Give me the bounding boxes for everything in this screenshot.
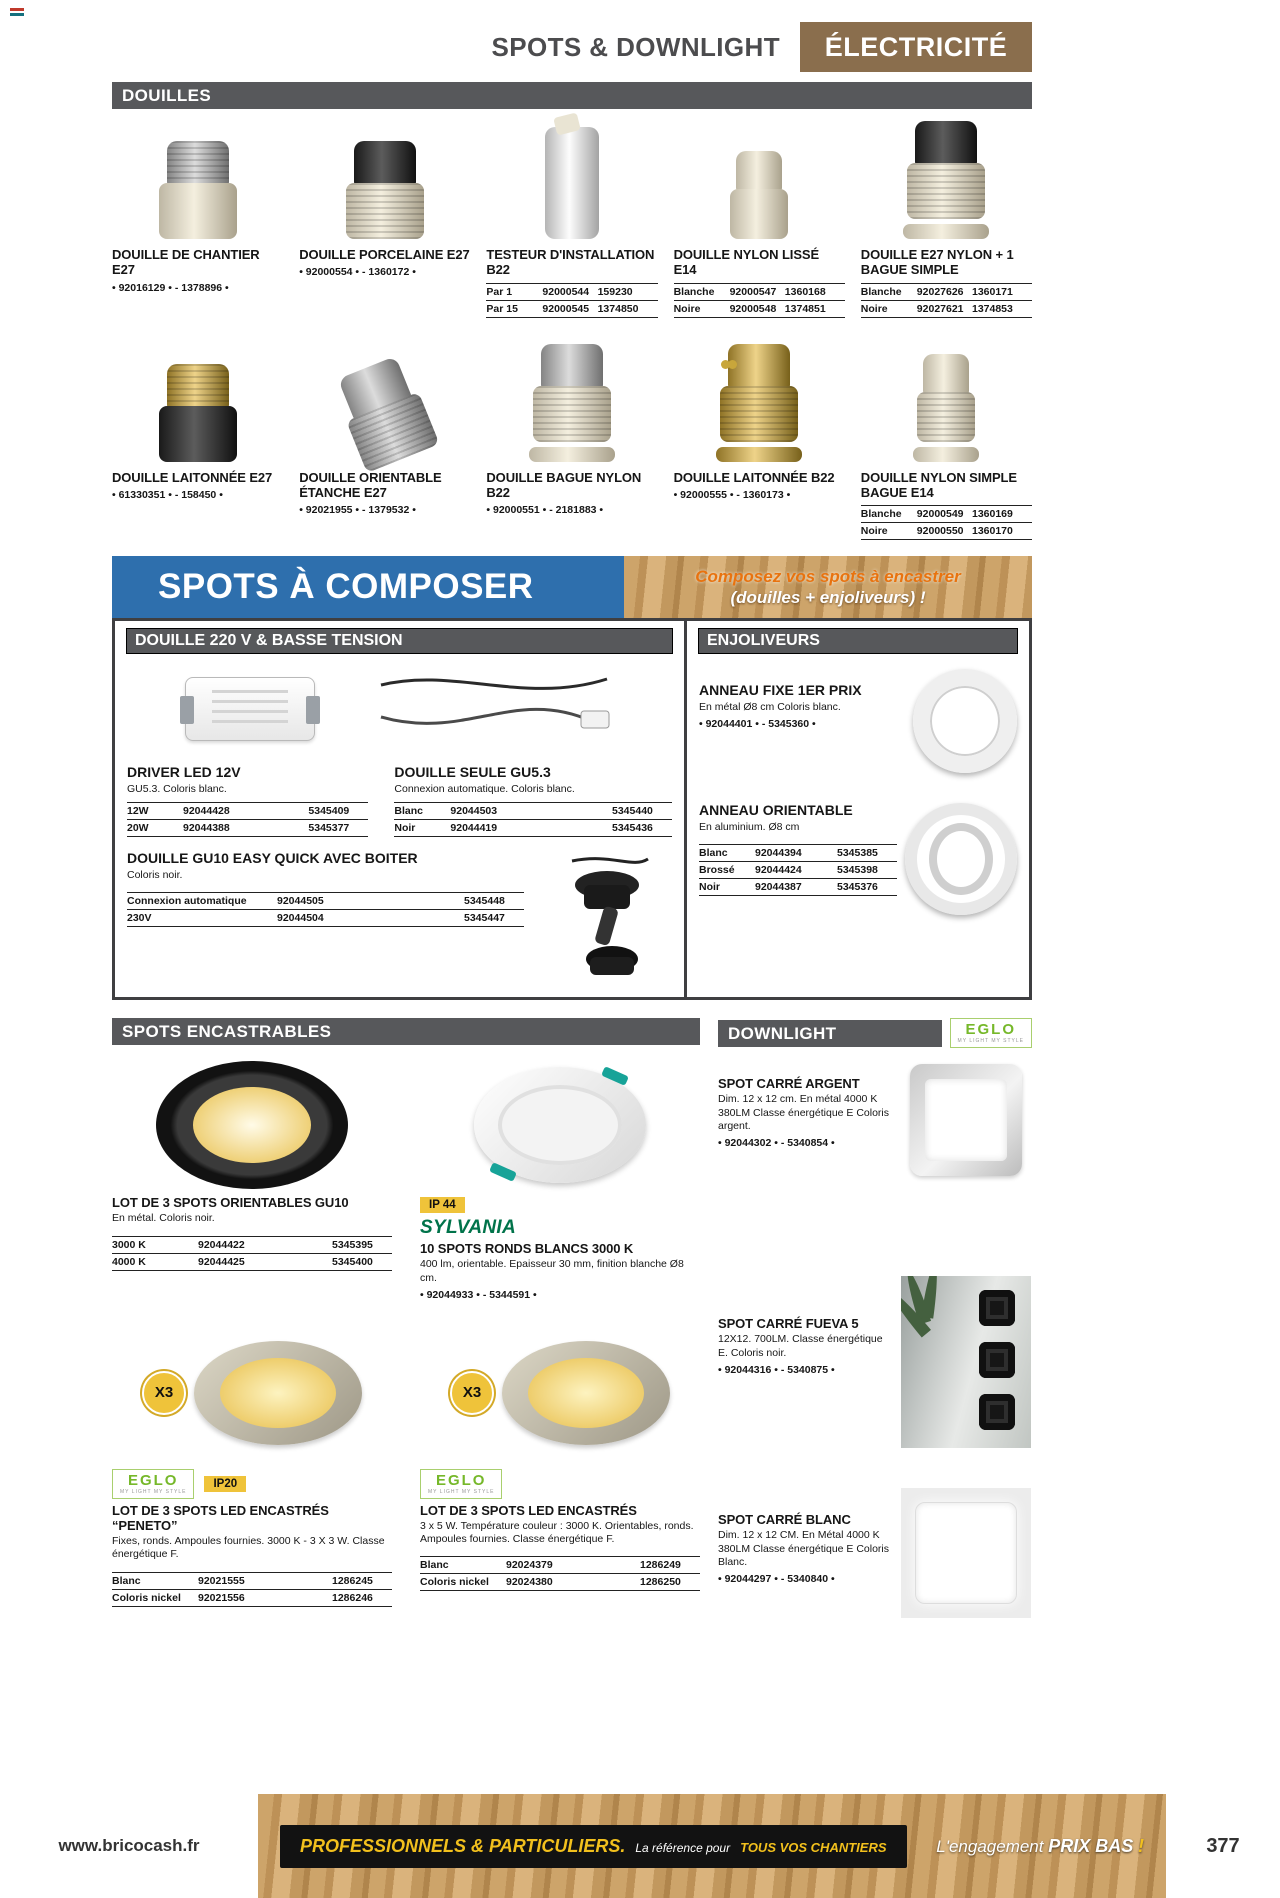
article-code: 92044504 (277, 911, 324, 924)
product-image-douille-e27-bague (861, 113, 1032, 247)
table-row (127, 892, 524, 909)
product-desc: Dim. 12 x 12 CM. En Métal 4000 K 380LM Classe énergétique E Coloris Blanc. (718, 1529, 890, 1568)
product-table (486, 283, 657, 318)
footer-engagement (936, 1836, 1144, 1857)
section-spots-encastrables (112, 1018, 1032, 1684)
product-name: SPOT CARRÉ BLANC (718, 1512, 851, 1528)
ref-code: 1374851 (784, 302, 826, 315)
eglo-logo-sub: MY LIGHT MY STYLE (120, 1488, 187, 1495)
product-desc: 400 lm, orientable. Epaisseur 30 mm, finition blanche Ø8 cm. (420, 1258, 684, 1284)
article-code: 92024379 (506, 1559, 553, 1572)
encastrables-column (112, 1018, 700, 1684)
product-block-anneau-orientable (699, 803, 897, 915)
product-card (112, 1323, 392, 1607)
product-ref: • 61330351 • - 158450 • (112, 488, 223, 501)
subsection-title-enjoliveurs: ENJOLIVEURS (699, 629, 1017, 653)
table-row (127, 909, 524, 926)
eglo-logo-text: EGLO (127, 1471, 179, 1489)
article-code: 92044422 (198, 1238, 245, 1251)
x3-badge: X3 (142, 1371, 186, 1415)
product-name: DOUILLE LAITONNÉE B22 (673, 469, 835, 485)
product-image-douille-laitonnee-e27 (112, 336, 283, 470)
product-name: DOUILLE NYLON SIMPLE BAGUE E14 (860, 469, 1017, 500)
product-image-douille-nylon-simple-bague (861, 336, 1032, 470)
article-code: 92000547 (729, 285, 777, 298)
article-code: 92000545 (542, 302, 590, 315)
article-code: 92044388 (183, 822, 230, 835)
variant-label: Noir (394, 822, 416, 835)
article-code: 92027621 (916, 302, 964, 315)
category-banner: ÉLECTRICITÉ (800, 22, 1032, 72)
ref-code: 1360168 (784, 285, 826, 298)
product-table (420, 1556, 700, 1591)
variant-label: Coloris nickel (112, 1591, 181, 1604)
article-code: 92044424 (755, 864, 802, 877)
table-row (674, 300, 845, 317)
eglo-logo (950, 1018, 1032, 1048)
variant-label: Par 1 (486, 285, 513, 298)
composer-right-column (687, 621, 1029, 997)
table-row (699, 878, 897, 895)
sylvania-logo: SYLVANIA (420, 1217, 517, 1239)
variant-label: Par 15 (486, 302, 518, 315)
ref-code: 1360171 (971, 285, 1013, 298)
product-ref: • 92021955 • - 1379532 • (299, 504, 416, 517)
product-desc: GU5.3. Coloris blanc. (127, 782, 227, 795)
composer-banner (112, 556, 1032, 618)
product-ref: • 92044316 • - 5340875 • (718, 1363, 835, 1376)
table-row (861, 522, 1032, 539)
downlight-column (718, 1018, 1032, 1684)
article-code: 92044425 (198, 1255, 245, 1268)
product-card (299, 113, 470, 318)
product-name: DOUILLE DE CHANTIER E27 (112, 247, 260, 278)
footer-tagline-bar (280, 1825, 907, 1868)
product-name: SPOT CARRÉ FUEVA 5 (718, 1316, 859, 1332)
product-ref: • 92016129 • - 1378896 • (112, 281, 229, 294)
product-image-spots-led-encastres (420, 1323, 700, 1463)
article-code: 92044387 (755, 881, 802, 894)
product-ref: • 92044297 • - 5340840 • (718, 1572, 835, 1585)
product-image-spot-carre-blanc (900, 1488, 1032, 1684)
product-name: LOT DE 3 SPOTS LED ENCASTRÉS “PENETO” (112, 1502, 329, 1534)
product-image-spot-carre-fueva (900, 1276, 1032, 1472)
page-title: SPOTS & DOWNLIGHT (491, 31, 780, 62)
section-douilles (112, 82, 1032, 540)
product-name: DOUILLE LAITONNÉE E27 (112, 469, 273, 485)
ref-code: 5345385 (837, 847, 878, 860)
douilles-row-2 (112, 336, 1032, 541)
product-ref: • 92000551 • - 2181883 • (486, 504, 604, 517)
ip20-badge: IP20 (204, 1476, 246, 1492)
product-image-douille-nylon-lisse (674, 113, 845, 247)
product-block-anneau-fixe (699, 669, 905, 773)
product-image-anneau-fixe (913, 669, 1017, 773)
ref-code: 1360169 (971, 508, 1013, 521)
product-desc: En aluminium. Ø8 cm (699, 820, 800, 833)
product-name: 10 SPOTS RONDS BLANCS 3000 K (420, 1241, 634, 1257)
engagement-prix-bas: PRIX BAS (1048, 1835, 1134, 1856)
product-card (718, 1064, 1032, 1260)
composer-body (112, 618, 1032, 1000)
ref-code: 1374850 (597, 302, 639, 315)
product-image-spots-gu10-noir (112, 1055, 392, 1195)
variant-label: 20W (127, 822, 149, 835)
product-desc: 12X12. 700LM. Classe énergétique E. Coloris noir. (718, 1333, 883, 1359)
table-row (486, 300, 657, 317)
product-card (861, 336, 1032, 541)
douilles-row-1 (112, 113, 1032, 318)
table-row (674, 283, 845, 300)
ref-code: 5345395 (332, 1238, 373, 1251)
engagement-exclamation: ! (1138, 1835, 1144, 1856)
product-card (486, 113, 657, 318)
table-row (394, 802, 672, 819)
eglo-logo-sub: MY LIGHT MY STYLE (428, 1488, 495, 1495)
variant-label: Connexion automatique (127, 894, 247, 907)
product-ref: • 92000554 • - 1360172 • (299, 266, 416, 279)
article-code: 92000549 (916, 508, 964, 521)
variant-label: Coloris nickel (420, 1576, 489, 1589)
product-table (127, 892, 524, 927)
article-code: 92044505 (277, 894, 324, 907)
variant-label: Blanc (394, 805, 423, 818)
article-code: 92000544 (542, 285, 590, 298)
product-table (112, 1572, 392, 1607)
product-ref: • 92044933 • - 5344591 • (420, 1288, 537, 1301)
corner-marker-icon (10, 8, 24, 18)
table-row (112, 1253, 392, 1270)
ref-code: 5345400 (332, 1255, 373, 1268)
table-row (420, 1573, 700, 1590)
table-row (112, 1236, 392, 1253)
product-table (394, 802, 672, 837)
product-image-douille-laitonnee-b22 (674, 336, 845, 470)
product-desc: Coloris noir. (127, 868, 183, 881)
product-card (674, 113, 845, 318)
variant-label: 230V (127, 911, 152, 924)
product-name: DOUILLE BAGUE NYLON B22 (486, 469, 642, 500)
product-ref: • 92044302 • - 5340854 • (718, 1136, 835, 1149)
eglo-logo (112, 1469, 194, 1499)
eglo-logo-sub: MY LIGHT MY STYLE (957, 1038, 1024, 1045)
product-desc: Dim. 12 x 12 cm. En métal 4000 K 380LM Classe énergétique E Coloris argent. (718, 1093, 890, 1132)
table-row (861, 505, 1032, 522)
product-table (112, 1236, 392, 1271)
article-code: 92021555 (198, 1574, 245, 1587)
tagline-professionnels: PROFESSIONNELS & PARTICULIERS. (300, 1835, 626, 1856)
ref-code: 159230 (597, 285, 633, 298)
ref-code: 5345376 (837, 881, 878, 894)
product-name: DOUILLE PORCELAINE E27 (299, 247, 470, 262)
ref-code: 1360170 (971, 525, 1013, 538)
article-code: 92044428 (183, 805, 230, 818)
product-image-douille-gu10 (552, 851, 662, 983)
variant-label: 12W (127, 805, 149, 818)
product-name: TESTEUR D'INSTALLATION B22 (486, 247, 655, 278)
table-row (486, 283, 657, 300)
product-table (127, 802, 368, 837)
composer-banner-note (624, 556, 1032, 618)
product-image-driver-led (185, 677, 315, 741)
table-row (127, 819, 368, 836)
product-desc: Connexion automatique. Coloris blanc. (394, 782, 575, 795)
product-card (861, 113, 1032, 318)
banner-note-line1: Composez vos spots à encastrer (695, 567, 961, 587)
product-table (674, 283, 845, 318)
product-block-douille-gu10 (127, 851, 524, 983)
page-number: 377 (1166, 1794, 1280, 1898)
product-card (420, 1323, 700, 1607)
product-card (112, 1055, 392, 1301)
product-card (674, 336, 845, 541)
ip44-badge: IP 44 (420, 1197, 465, 1213)
product-name: DRIVER LED 12V (127, 764, 241, 781)
product-image-douille-bague-nylon-b22 (486, 336, 657, 470)
product-image-douille-porcelaine (299, 113, 470, 247)
product-desc: 3 x 5 W. Température couleur : 3000 K. Orientables, ronds. Ampoules fournies. Classe énergétique F. (420, 1520, 694, 1546)
ref-code: 5345448 (464, 894, 505, 907)
page-footer (0, 1794, 1280, 1898)
product-image-spots-peneto (112, 1323, 392, 1463)
product-desc: Fixes, ronds. Ampoules fournies. 3000 K - 3 X 3 W. Classe énergétique F. (112, 1535, 385, 1561)
article-code: 92044419 (450, 822, 498, 835)
product-image-spots-blancs (420, 1055, 700, 1195)
article-code: 92044394 (755, 847, 802, 860)
product-name: DOUILLE NYLON LISSÉ E14 (673, 247, 820, 278)
composer-left-column (115, 621, 687, 997)
ref-code: 5345409 (308, 805, 350, 818)
tagline-chantiers: TOUS VOS CHANTIERS (740, 1839, 887, 1855)
product-table (699, 844, 897, 896)
product-name: LOT DE 3 SPOTS ORIENTABLES GU10 (112, 1195, 349, 1211)
variant-label: Noire (673, 302, 701, 315)
table-row (127, 802, 368, 819)
catalog-page (112, 0, 1032, 1684)
product-card (299, 336, 470, 541)
table-row (699, 844, 897, 861)
product-name: ANNEAU FIXE 1ER PRIX (699, 682, 862, 699)
variant-label: Blanc (112, 1574, 141, 1587)
x3-badge: X3 (450, 1371, 494, 1415)
ref-code: 1286249 (640, 1559, 681, 1572)
composer-banner-title: SPOTS À COMPOSER (112, 556, 624, 618)
table-row (112, 1572, 392, 1589)
table-row (699, 861, 897, 878)
article-code: 92000550 (916, 525, 964, 538)
table-row (112, 1589, 392, 1606)
variant-label: Noire (860, 525, 888, 538)
product-ref: • 92044401 • - 5345360 • (699, 718, 816, 731)
ref-code: 5345377 (308, 822, 350, 835)
product-block-driver-led (127, 765, 368, 837)
product-image-douille-chantier (112, 113, 283, 247)
website-text: www.bricocash.fr (0, 1794, 258, 1898)
table-row (394, 819, 672, 836)
ref-code: 1286246 (332, 1591, 373, 1604)
product-name: DOUILLE ORIENTABLE ÉTANCHE E27 (299, 469, 442, 500)
tagline-reference: La référence pour (635, 1840, 731, 1855)
product-name: DOUILLE E27 NYLON + 1 BAGUE SIMPLE (860, 247, 1014, 278)
product-table (861, 505, 1032, 540)
subsection-title-douille-220v: DOUILLE 220 V & BASSE TENSION (127, 629, 672, 653)
eglo-logo (420, 1469, 502, 1499)
product-name: LOT DE 3 SPOTS LED ENCASTRÉS (420, 1502, 637, 1518)
section-spots-a-composer (112, 556, 1032, 1000)
variant-label: Blanche (860, 285, 902, 298)
article-code: 92024380 (506, 1576, 553, 1589)
engagement-label: L'engagement (936, 1836, 1044, 1856)
variant-label: 3000 K (112, 1238, 146, 1251)
section-title-encastrables: SPOTS ENCASTRABLES (112, 1018, 700, 1045)
banner-note-line2: (douilles + enjoliveurs) ! (730, 588, 926, 608)
article-code: 92000548 (729, 302, 777, 315)
page-header (112, 0, 1032, 72)
variant-label: Noire (860, 302, 888, 315)
footer-banner (258, 1794, 1166, 1898)
product-name: DOUILLE GU10 EASY QUICK AVEC BOITER (127, 850, 418, 867)
ref-code: 5345440 (612, 805, 653, 818)
variant-label: Blanc (420, 1559, 449, 1572)
variant-label: Blanche (673, 285, 715, 298)
section-title-douilles: DOUILLES (112, 82, 1032, 109)
product-image-anneau-orientable (905, 803, 1017, 915)
article-code: 92027626 (916, 285, 964, 298)
variant-label: Brossé (699, 864, 735, 877)
product-name: ANNEAU ORIENTABLE (699, 802, 853, 819)
article-code: 92044503 (450, 805, 498, 818)
ref-code: 5345398 (837, 864, 878, 877)
article-code: 92021556 (198, 1591, 245, 1604)
ref-code: 5345447 (464, 911, 505, 924)
product-card (112, 336, 283, 541)
ref-code: 1286245 (332, 1574, 373, 1587)
section-title-downlight: DOWNLIGHT (718, 1020, 942, 1047)
product-ref: • 92000555 • - 1360173 • (673, 488, 791, 501)
product-table (861, 283, 1032, 318)
product-image-testeur (486, 113, 657, 247)
variant-label: 4000 K (112, 1255, 146, 1268)
variant-label: Blanc (699, 847, 728, 860)
product-card (486, 336, 657, 541)
product-card (718, 1488, 1032, 1684)
eglo-logo-text: EGLO (965, 1021, 1017, 1039)
product-name: SPOT CARRÉ ARGENT (718, 1076, 860, 1092)
product-image-spot-carre-argent (900, 1064, 1032, 1260)
product-image-douille-gu53-wires (375, 661, 615, 757)
product-desc: En métal Ø8 cm Coloris blanc. (699, 700, 841, 713)
eglo-logo-text: EGLO (435, 1471, 487, 1489)
product-card (420, 1055, 700, 1301)
product-block-douille-gu53 (394, 765, 672, 837)
product-card (112, 113, 283, 318)
product-image-douille-orientable-etanche (299, 336, 470, 470)
variant-label: Noir (699, 881, 720, 894)
product-desc: En métal. Coloris noir. (112, 1212, 215, 1225)
table-row (420, 1556, 700, 1573)
variant-label: Blanche (860, 508, 902, 521)
ref-code: 5345436 (612, 822, 653, 835)
ref-code: 1286250 (640, 1576, 681, 1589)
table-row (861, 283, 1032, 300)
product-name: DOUILLE SEULE GU5.3 (394, 764, 551, 781)
ref-code: 1374853 (971, 302, 1013, 315)
product-card (718, 1276, 1032, 1472)
table-row (861, 300, 1032, 317)
